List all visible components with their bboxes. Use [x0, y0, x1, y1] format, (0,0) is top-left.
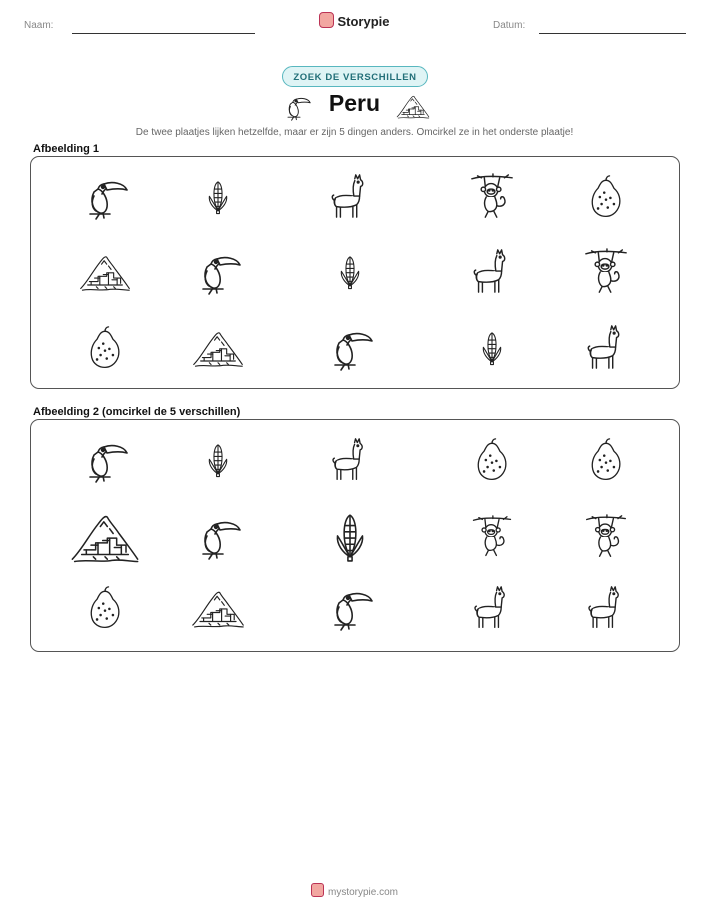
picture1-label: Afbeelding 1 — [33, 143, 100, 155]
fruit-icon[interactable] — [584, 436, 628, 484]
instructions: De twee plaatjes lijken hetzelfde, maar er zijn 5 dingen anders. Omcirkel ze in het onderste plaatje! — [135, 127, 574, 138]
monkey-icon[interactable] — [470, 509, 514, 565]
fruit-icon[interactable] — [83, 584, 127, 632]
llama-icon[interactable] — [469, 583, 515, 633]
fruit-icon — [584, 173, 628, 221]
picture2-label: Afbeelding 2 (omcirkel de 5 verschillen) — [33, 406, 241, 418]
machu-picchu-icon[interactable] — [191, 585, 245, 631]
machu-picchu-icon — [192, 324, 244, 372]
llama-icon[interactable] — [327, 434, 373, 486]
brand-name: Storypie — [337, 14, 390, 29]
toucan-icon[interactable] — [80, 435, 130, 485]
toucan-icon[interactable] — [325, 583, 375, 633]
corn-icon — [332, 250, 368, 294]
llama-icon — [582, 321, 630, 375]
activity-badge: ZOEK DE VERSCHILLEN — [282, 66, 428, 87]
monkey-icon — [468, 171, 516, 223]
fruit-icon — [83, 324, 127, 372]
toucan-icon — [193, 247, 243, 297]
llama-icon — [468, 245, 516, 299]
date-label: Datum: — [493, 20, 526, 31]
machu-picchu-icon — [79, 248, 131, 296]
monkey-icon — [582, 246, 630, 298]
page-title: Peru — [328, 90, 381, 116]
machu-picchu-icon — [396, 92, 430, 122]
corn-icon — [474, 326, 510, 370]
toucan-icon — [80, 172, 130, 222]
llama-icon[interactable] — [583, 583, 629, 633]
name-label: Naam: — [24, 20, 54, 31]
name-field-line[interactable] — [72, 33, 255, 34]
toucan-icon[interactable] — [192, 512, 244, 562]
machu-picchu-icon[interactable] — [70, 506, 140, 568]
brand — [0, 12, 709, 29]
corn-icon[interactable] — [324, 502, 376, 572]
corn-icon — [200, 175, 236, 219]
llama-icon — [326, 170, 374, 224]
fruit-icon[interactable] — [470, 437, 514, 483]
storypie-logo-icon — [311, 883, 324, 897]
footer — [0, 883, 709, 898]
date-field-line[interactable] — [539, 33, 686, 34]
monkey-icon[interactable] — [583, 510, 629, 564]
toucan-icon — [325, 323, 375, 373]
corn-icon[interactable] — [200, 436, 236, 484]
footer-url: mystorypie.com — [327, 887, 398, 898]
storypie-logo-icon — [319, 12, 334, 28]
toucan-icon — [282, 92, 312, 122]
